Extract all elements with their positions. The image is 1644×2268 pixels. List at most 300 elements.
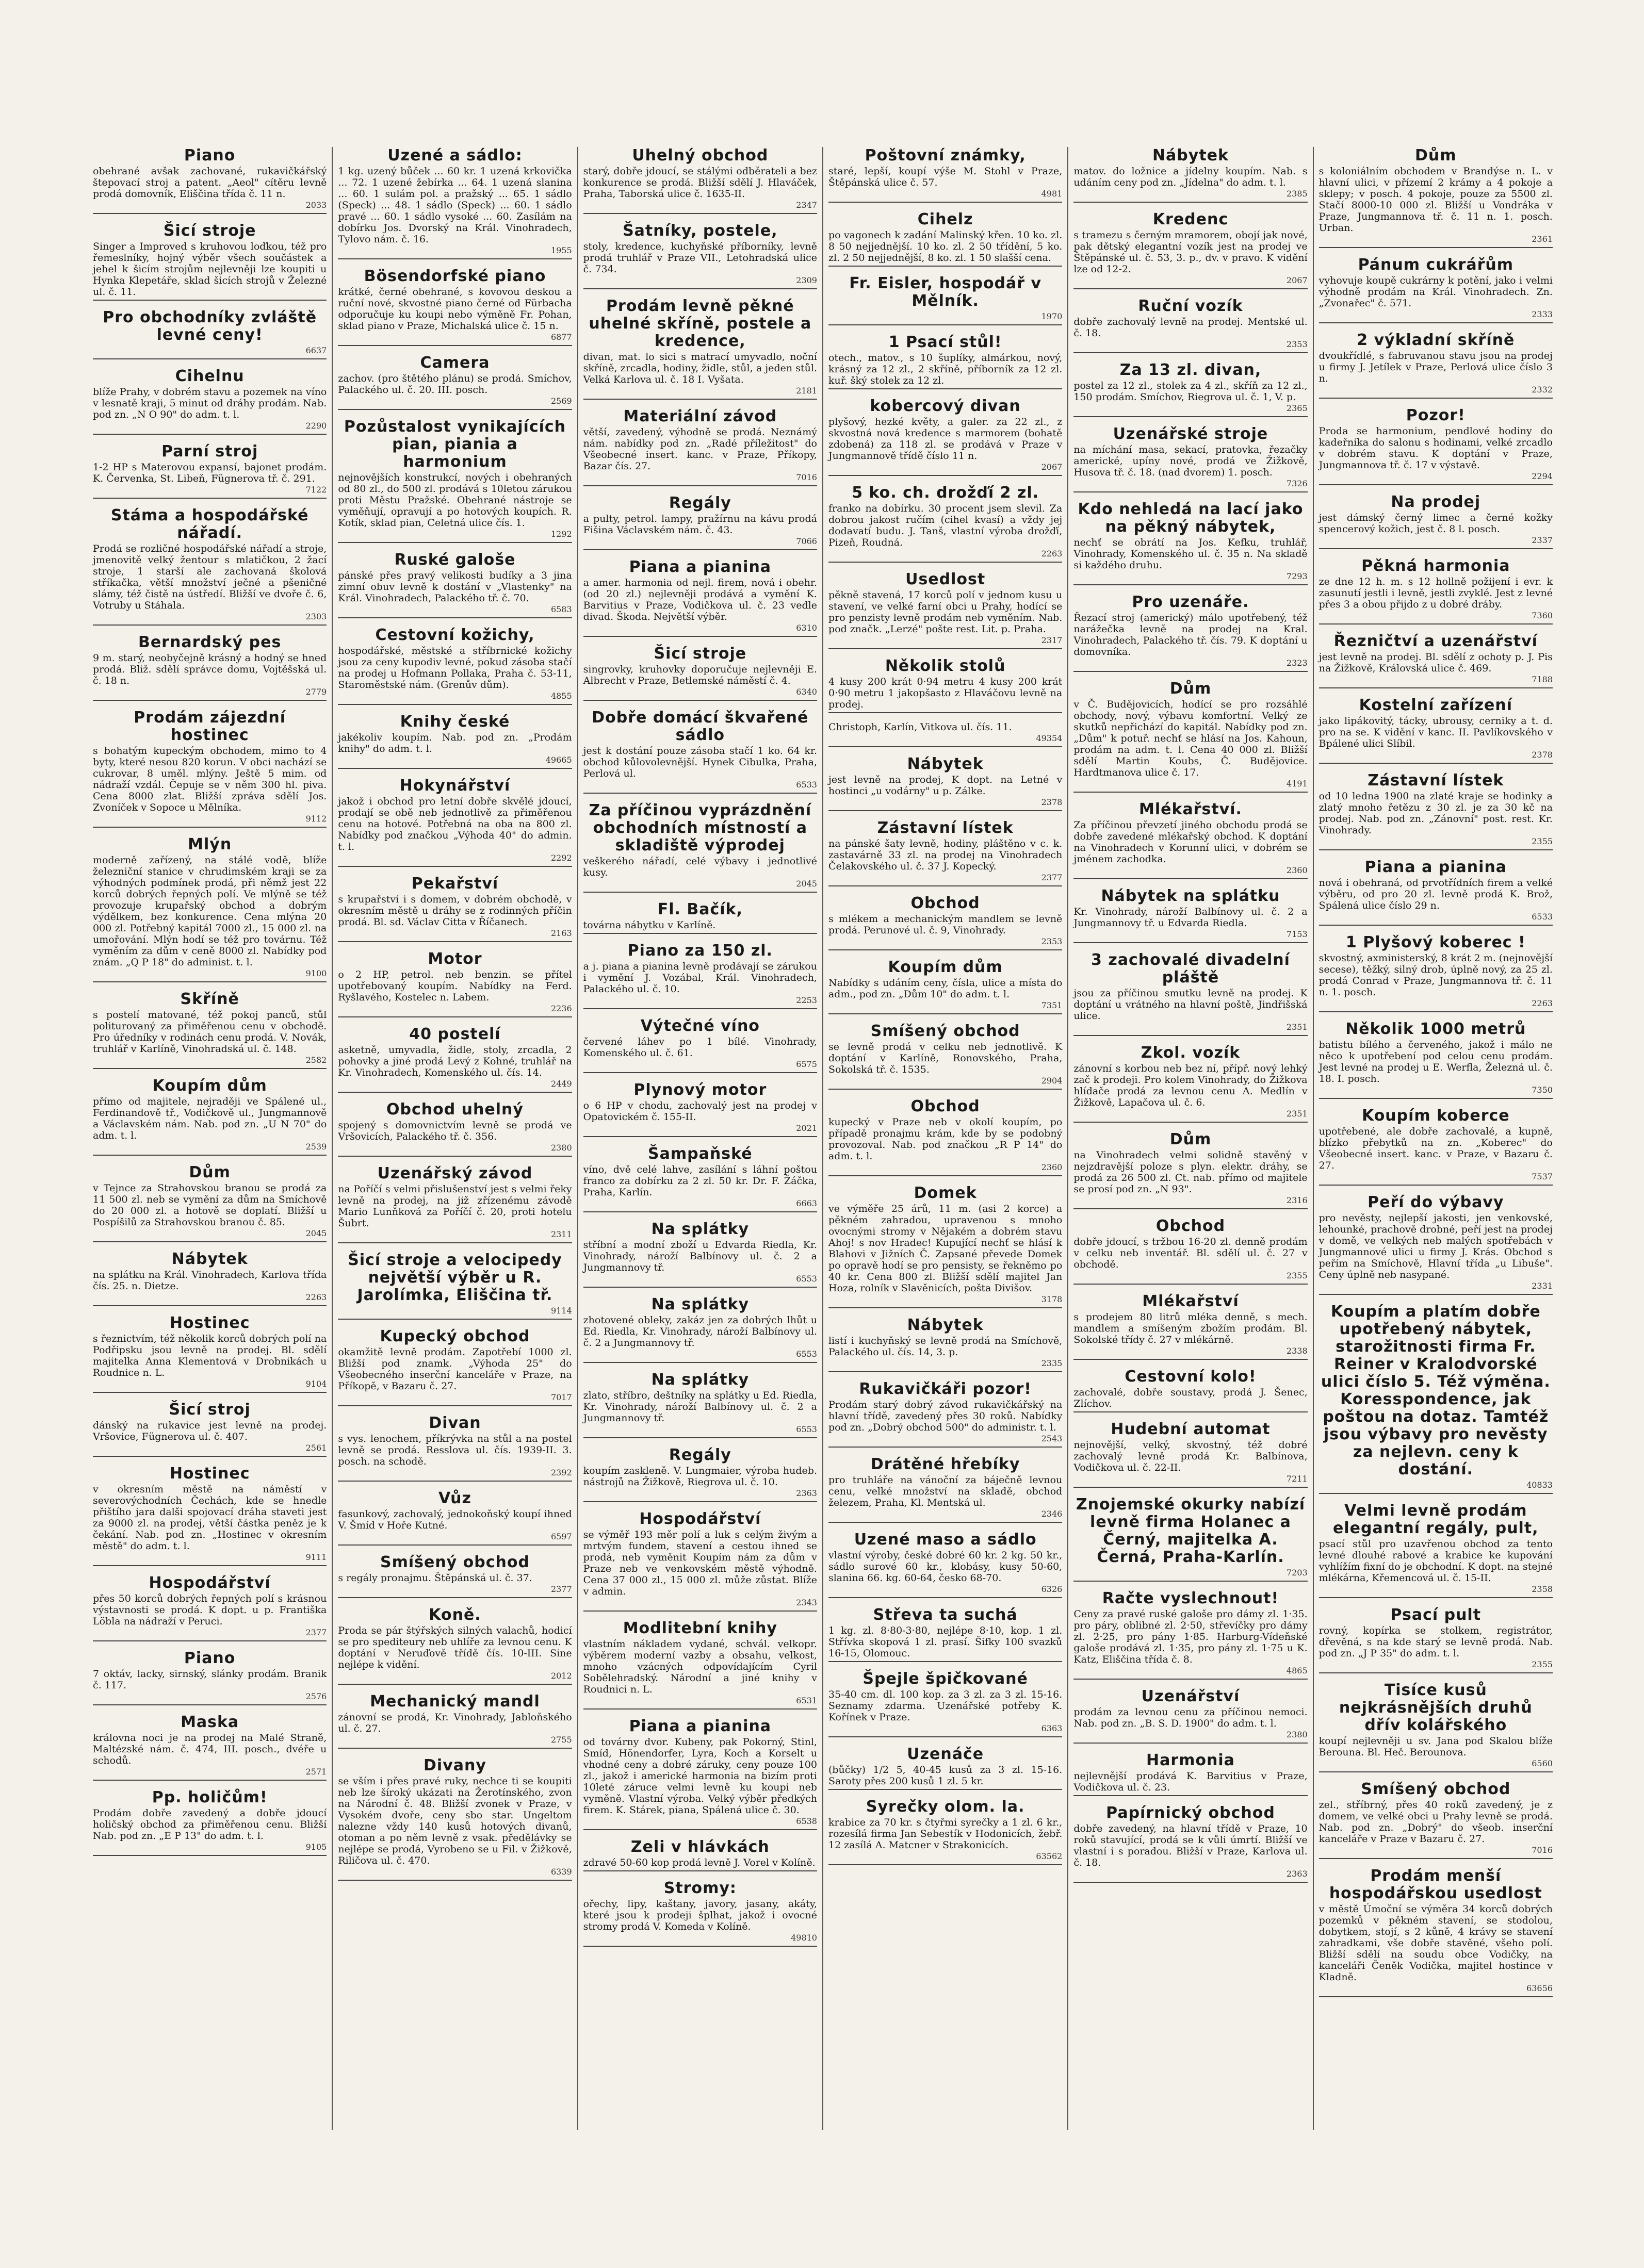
classified-ad xyxy=(583,1447,817,1507)
classified-ad xyxy=(93,1574,327,1647)
ad-body: vlastním nákladem vydané, schvál. velkopr. výběrem moderní vazby a obsahu, velkost, mnoho vzácných odpovídajícím Cyril Sobělehradský. Národní a jiné knihy v Roudnici n. L. xyxy=(583,1638,817,1695)
column-4 xyxy=(823,147,1068,2130)
ad-body: Prodá se rozličné hospodářské nářadí a stroje, jmenovitě velký žentour s mlatičkou, 2 žací stroje, 1 starší ale zachovaná školová stříkačka, větší množství ječné a pšeničné slámy, též čistě na ústředí. Bližší ve dvoře č. 6, Votruby u Stáhala. xyxy=(93,543,327,611)
classified-ad xyxy=(338,1554,572,1603)
ad-body: větší, zavedený, výhodně se prodá. Neznámý nám. nabídky pod zn. „Radé příležitost" do Všeobecné insert. kanc. v Praze, Příkopy, Bazar čís. 27. xyxy=(583,426,817,472)
classified-ad xyxy=(93,1714,327,1786)
ad-divider xyxy=(338,1880,572,1881)
ad-heading: Koupím koberce xyxy=(1361,1107,1510,1125)
ad-divider xyxy=(93,1565,327,1566)
ad-heading: Drátěné hřebíky xyxy=(870,1455,1020,1473)
ad-divider xyxy=(1073,202,1307,203)
ad-divider xyxy=(1073,491,1307,492)
classified-ad xyxy=(1073,1218,1307,1290)
ad-heading: Za příčinou vyprázdnění obchodních místností a skladiště výprodej xyxy=(589,801,812,854)
ad-body: Prodám starý dobrý závod rukavičkářský na hlavní třídě, zavedený přes 30 roků. Nabídky pod zn. „Dobrý obchod 500" do administr. t. l. xyxy=(828,1399,1063,1433)
ad-divider xyxy=(338,1405,572,1406)
classified-ad xyxy=(93,222,327,306)
classified-ad xyxy=(93,1401,327,1462)
ad-reference-number: 2335 xyxy=(1041,1358,1063,1368)
ad-body: veškerého nářadí, celé výbavy i jednotlivé kusy. xyxy=(583,856,817,878)
classified-ad xyxy=(583,1880,817,1952)
ad-heading: Nábytek xyxy=(171,1250,248,1268)
ad-divider xyxy=(93,1704,327,1705)
ad-divider xyxy=(828,1089,1062,1090)
ad-body: jako lipákovitý, tácky, ubrousy, cerniky a t. d. pro na se. K vidění v kanc. II. Pavlíkovského v Bpálené ulici Slíbil. xyxy=(1319,715,1553,749)
ad-divider xyxy=(1073,1411,1307,1412)
classified-ad xyxy=(338,1252,572,1325)
classified-ad xyxy=(338,1026,572,1098)
ad-heading: Dobře domácí škvařené sádlo xyxy=(592,709,809,744)
ad-heading: Piana a pianina xyxy=(629,558,772,576)
classified-ad xyxy=(1073,298,1307,358)
ad-divider xyxy=(1073,1122,1307,1123)
ad-heading: Koupím dům xyxy=(888,958,1003,976)
ad-body: plyšový, hezké květy, a galer. za 22 zl., z skvostná nová kredence s marmorem (bohatě zdobená) za 118 zl. se prodává v Praze v Jungmannově třídě číslo 11 n. xyxy=(828,416,1063,462)
ad-divider xyxy=(338,768,572,769)
ad-divider xyxy=(338,941,572,942)
ad-reference-number: 6363 xyxy=(1041,1723,1063,1733)
ad-heading: Zeli v hlávkách xyxy=(630,1838,770,1856)
classified-ad xyxy=(338,1757,572,1886)
ad-reference-number: 2360 xyxy=(1041,1162,1063,1172)
ad-divider xyxy=(1319,687,1553,688)
ad-reference-number: 7122 xyxy=(305,485,327,495)
classified-ad xyxy=(338,875,572,947)
ad-reference-number: 4981 xyxy=(1041,189,1063,199)
ad-heading: 40 postelí xyxy=(409,1025,501,1043)
ad-body: přes 50 korců dobrých řepných polí s krásnou výstavnosti se prodá. K dopt. u p. Františka Löbla na nádraží v Peruci. xyxy=(93,1593,327,1627)
classified-ad xyxy=(1319,1606,1553,1679)
ad-reference-number: 7016 xyxy=(1532,1845,1553,1855)
classified-ad xyxy=(583,1296,817,1368)
ad-body: nejlevnější prodává K. Barvitius v Praze, Vodičkova ul. č. 23. xyxy=(1073,1770,1308,1793)
ad-reference-number: 2347 xyxy=(796,200,817,210)
ad-heading: Peří do výbavy xyxy=(1368,1193,1504,1211)
classified-ad xyxy=(583,645,817,706)
ad-divider xyxy=(1073,416,1307,417)
ad-divider xyxy=(93,700,327,701)
ad-divider xyxy=(583,1362,817,1363)
ad-divider xyxy=(338,1092,572,1093)
ad-divider xyxy=(828,266,1062,267)
column-6 xyxy=(1314,147,1558,2130)
classified-ad xyxy=(338,1415,572,1487)
ad-heading: Pekařství xyxy=(411,875,499,893)
classified-ad xyxy=(1073,1044,1307,1128)
ad-reference-number: 1292 xyxy=(550,529,572,539)
ad-divider xyxy=(1073,1581,1307,1582)
ad-divider xyxy=(93,300,327,301)
classified-ad xyxy=(1073,1368,1307,1418)
ad-heading: Výtečné víno xyxy=(640,1017,760,1035)
ad-divider xyxy=(828,475,1062,476)
ad-body: pro truhláře na vánoční za báječně levnou cenu, velké množství na skladě, obchod železem, Praha, Kl. Mentská ul. xyxy=(828,1474,1063,1508)
ad-divider xyxy=(828,1175,1062,1176)
classified-ad xyxy=(1319,697,1553,769)
ad-body: prodám za levnou cenu za příčinou nemoci. Nab. pod zn. „B. S. D. 1900" do adm. t. l. xyxy=(1073,1706,1308,1729)
classified-ad xyxy=(1073,1421,1307,1493)
classified-ad xyxy=(583,1017,817,1078)
ad-reference-number: 2033 xyxy=(305,200,327,210)
ad-divider xyxy=(1073,671,1307,672)
classified-ad xyxy=(1073,1688,1307,1749)
ad-heading: Divan xyxy=(429,1414,481,1432)
ad-divider xyxy=(1073,878,1307,879)
ad-body: Ceny za pravé ruské galoše pro dámy zl. 1·35. pro páry, oblibné zl. 2·50, střevíčky pro dámy zl. 2·25, pro pány 1·85. Harburg-Vídeňské galoše prodává zl. 1·35, pro pány zl. 1·75 u K. Katz, Eliščina třída č. 8. xyxy=(1073,1608,1308,1665)
classified-ad xyxy=(93,1314,327,1398)
ad-heading: Plynový motor xyxy=(633,1081,767,1099)
ad-body: a j. piana a pianina levně prodávají se zárukou i vymění J. Vozábal, Král. Vinohradech, Palackého ul. č. 10. xyxy=(583,961,817,995)
ad-divider xyxy=(338,704,572,705)
ad-divider xyxy=(583,288,817,289)
ad-heading: Motor xyxy=(428,950,482,968)
ad-reference-number: 2067 xyxy=(1286,275,1308,285)
ad-heading: Modlitební knihy xyxy=(623,1619,777,1637)
ad-divider xyxy=(1319,247,1553,248)
ad-body: singrovky, kruhovky doporučuje nejlevněji E. Albrecht v Praze, Betlemské náměstí č. 4. xyxy=(583,664,817,686)
ad-heading: Fl. Bačík, xyxy=(657,900,743,918)
ad-heading: Camera xyxy=(420,354,490,372)
ad-reference-number: 2543 xyxy=(1041,1434,1063,1443)
ad-reference-number: 2569 xyxy=(550,396,572,406)
ad-body: ořechy, lipy, kaštany, javory, jasany, akáty, které jsou k prodeji šplhat, jakož i ovocné stromy prodá V. Komeda v Kolíně. xyxy=(583,1898,817,1932)
ad-heading: Šicí stroje xyxy=(163,222,256,240)
ad-reference-number: 2392 xyxy=(550,1468,572,1477)
ad-heading: 1 Psací stůl! xyxy=(888,333,1002,351)
ad-divider xyxy=(1073,1035,1307,1036)
classified-ad xyxy=(583,558,817,642)
ad-body: krabice za 70 kr. s čtyřmi syrečky a 1 zl. 6 kr., rozesílá firma Jan Sebestík v Hodonicích, žebř. 12 zasílá A. Matcner v Strakonicích. xyxy=(828,1817,1063,1851)
ad-reference-number: 2378 xyxy=(1532,750,1553,760)
ad-heading: Zástavní lístek xyxy=(1368,771,1504,790)
classified-ad xyxy=(828,571,1062,654)
ad-heading: Hudební automat xyxy=(1111,1420,1271,1438)
ad-heading: Pro obchodníky zvláště levné ceny! xyxy=(103,308,317,344)
ad-heading: Piana a pianina xyxy=(629,1717,772,1735)
classified-ad xyxy=(1319,1303,1553,1499)
ad-body: s postelí matované, též pokoj panců, stůl politurovaný za přiměřenou cenu v obchodě. Pro úředníky v rodinách cenu prodá. V. Novák, truhlář v Karlíně, Vinohradská ul. č. 148. xyxy=(93,1009,327,1055)
ad-divider xyxy=(1319,484,1553,485)
ad-body: staré, lepší, koupí výše M. Stohl v Praze, Štěpánská ulice č. 57. xyxy=(828,166,1063,188)
ad-divider xyxy=(828,562,1062,563)
ad-heading: Hokynářství xyxy=(399,777,511,795)
classified-ad xyxy=(93,147,327,219)
ad-reference-number: 2045 xyxy=(796,879,817,889)
ad-divider xyxy=(1319,925,1553,926)
ad-body: listí i kuchyňský se levně prodá na Smíchově, Palackého ul. čís. 14, 3. p. xyxy=(828,1335,1063,1358)
ad-reference-number: 2067 xyxy=(1041,462,1063,472)
ad-body: na Vinohradech velmi solidně stavěný v nejzdravější poloze s plyn. elektr. dráhy, se prodá za 26 500 zl. Ct. nab. přímo od majitele se prosí pod zn. „N 93". xyxy=(1073,1149,1308,1195)
ad-heading: Koupím dům xyxy=(152,1077,267,1095)
ad-reference-number: 9114 xyxy=(550,1306,572,1316)
ad-body: o 6 HP v chodu, zachovalý jest na prodej v Opatovickém č. 155-II. xyxy=(583,1100,817,1123)
classified-ad xyxy=(583,1838,817,1877)
ad-divider xyxy=(1073,792,1307,793)
ad-body: na Poříčí s velmi přislušenství jest s velmi řeky levně na prodej, na již zřízenému závodě Mario Lunňková za Poříčí č. 20, proti hotelu Šubrt. xyxy=(338,1184,572,1229)
classified-ad xyxy=(583,1620,817,1715)
ad-reference-number: 2343 xyxy=(796,1598,817,1607)
ad-heading: Šampaňské xyxy=(648,1145,753,1163)
classified-ad xyxy=(583,709,817,799)
ad-reference-number: 7211 xyxy=(1286,1474,1308,1484)
ad-divider xyxy=(583,1946,817,1947)
ad-divider xyxy=(828,1447,1062,1448)
ad-body: v okresním městě na náměstí v severovýchodních Čechách, kde se hnedle přištího jara dalši spojovací dráha staveti jest za 9000 zl. na prodej, větší částka peněz je k čekání. Nab. pod zn. „Hostinec v okresním městě" do adm. t. l. xyxy=(93,1484,327,1552)
ad-divider xyxy=(93,1392,327,1393)
ad-body: stoly, kredence, kuchyňské příborníky, levně prodá truhlář v Praze VII., Letohradská ulice č. 734. xyxy=(583,241,817,275)
ad-heading: Usedlost xyxy=(905,570,986,588)
ad-reference-number: 2377 xyxy=(305,1628,327,1637)
ad-divider xyxy=(1319,1185,1553,1186)
ad-heading: Velmi levně prodám elegantní regály, pult, xyxy=(1333,1502,1539,1537)
ad-heading: Špejle špičkované xyxy=(862,1670,1028,1688)
ad-reference-number: 2323 xyxy=(1286,658,1308,668)
classified-ad xyxy=(338,1328,572,1411)
ad-body: dvoukřídlé, s fabruvanou stavu jsou na prodej u firmy J. Jetílek v Praze, Perlová ulice číslo 3 n. xyxy=(1319,350,1553,384)
ad-divider xyxy=(828,202,1062,203)
ad-reference-number: 6326 xyxy=(1041,1584,1063,1594)
ad-body: a pulty, petrol. lampy, pražírnu na kávu prodá Fišina Václavském nám. č. 43. xyxy=(583,513,817,536)
ad-divider xyxy=(828,949,1062,950)
ad-divider xyxy=(828,712,1062,713)
classified-ad xyxy=(1319,1021,1553,1104)
ad-reference-number: 7537 xyxy=(1532,1172,1553,1181)
ad-body: nejnovější, velký, skvostný, též dobré zachovalý levně prodá Kr. Balbínova, Vodičkova ul. č. 22-II. xyxy=(1073,1439,1308,1473)
ad-body: s vys. lenochem, příkrývka na stůl a na postel levně se prodá. Resslova ul. čís. 1939-II. 3. posch. na schodě. xyxy=(338,1433,572,1467)
ad-heading: Knihy české xyxy=(400,713,510,731)
ad-reference-number: 49810 xyxy=(791,1933,817,1943)
ad-body: zdravé 50-60 kop prodá levně J. Vorel v Kolíně. xyxy=(583,1857,816,1868)
ad-divider xyxy=(583,485,817,486)
ad-heading: Smíšený obchod xyxy=(870,1022,1020,1040)
ad-body: psací stůl pro uzavřenou obchod za tento levné dlouhé rabové a krabice ke kupování vyhlížím fixní do je obchodní. K dopt. na stejné mlékárna, Křemencová ul. č. 15-II. xyxy=(1319,1538,1553,1584)
classified-ad xyxy=(1073,1752,1307,1801)
ad-reference-number: 6597 xyxy=(550,1532,572,1541)
ad-heading: Parní stroj xyxy=(161,442,258,461)
ad-heading: Cestovní kožichy, xyxy=(375,626,535,644)
ad-heading: Pro uzenáře. xyxy=(1132,593,1249,611)
ad-divider xyxy=(338,866,572,867)
ad-body: zlato, stříbro, deštníky na splátky u Ed. Riedla, Kr. Vinohrady, nároží Balbínovy ul. č. 2 a Jungmannovy tř. xyxy=(583,1390,817,1424)
ad-body: na splátku na Král. Vinohradech, Karlova třída čís. 25. n. Dietze. xyxy=(93,1269,327,1292)
classified-ad xyxy=(1319,332,1553,404)
ad-body: zachov. (pro štětého plánu) se prodá. Smíchov, Palackého ul. č. 20. III. posch. xyxy=(338,373,572,396)
ad-body: skvostný, axministerský, 8 krát 2 m. (nejnovější secese), těžký, silný drob, úplně nový, za 25 zl. prodá Conrad v Praze, Jungmannova tř. č. 11 n. 1. posch. xyxy=(1319,952,1553,998)
ad-body: s prodejem 80 litrů mléka denně, s mech. mandlem a smíšeným zbožím prodám. Bl. Sokolské třídy č. 27 v mlékárně. xyxy=(1073,1311,1308,1345)
ad-heading: Maska xyxy=(181,1713,239,1731)
classified-ad xyxy=(338,1490,572,1551)
ad-reference-number: 7017 xyxy=(550,1392,572,1402)
ad-reference-number: 2294 xyxy=(1532,471,1553,481)
ad-heading: Dům xyxy=(1169,680,1212,698)
ad-heading: Uzenářství xyxy=(1141,1687,1240,1705)
ad-body: s regály pronajmu. Štěpánská ul. č. 37. xyxy=(338,1572,532,1584)
ad-body: 35-40 cm. dl. 100 kop. za 3 zl. za 3 zl. 15-16. Seznamy zdarma. Uzenářské potřeby K. Kořínek v Praze. xyxy=(828,1689,1063,1723)
ad-reference-number: 6877 xyxy=(550,332,572,342)
ad-body: pro nevěsty, nejlepší jakosti, jen venkovské, lehounké, prachově drobné, peří jest na prodej v domě, ve velkých neb malých spotřebách v Jungmannové ulici u firmy J. Krás. Obchod s peřím na Smíchově, Hlavní třída „u Libuše". Ceny úplně neb nasypané. xyxy=(1319,1212,1553,1280)
ad-reference-number: 2380 xyxy=(1286,1730,1308,1739)
ad-divider xyxy=(583,1008,817,1009)
classified-ad xyxy=(338,1606,572,1690)
ad-divider xyxy=(338,617,572,618)
ad-divider xyxy=(583,933,817,934)
classified-ad xyxy=(93,368,327,440)
ad-divider xyxy=(93,1780,327,1781)
ad-reference-number: 2263 xyxy=(1532,998,1553,1008)
column-1 xyxy=(88,147,333,2130)
ad-divider xyxy=(338,1597,572,1598)
ad-divider xyxy=(583,1708,817,1710)
ad-divider xyxy=(1319,1098,1553,1099)
ad-heading: Nábytek xyxy=(907,1316,984,1334)
ad-heading: Kupecký obchod xyxy=(380,1327,530,1345)
ad-heading: Cestovní kolo! xyxy=(1125,1368,1257,1386)
ad-divider xyxy=(1319,322,1553,323)
classified-ad xyxy=(1319,256,1553,328)
ad-body: přímo od majitele, nejraději ve Spálené ul., Ferdinandově tř., Vodičkově ul., Jungmannově a Václavském nám. Nab. pod zn. „U N 70" do adm. t. l. xyxy=(93,1096,327,1141)
ad-reference-number: 2378 xyxy=(1041,797,1063,807)
ad-divider xyxy=(583,1829,817,1830)
classified-ad xyxy=(828,1185,1062,1313)
ad-body: Christoph, Karlín, Vitkova ul. čís. 11. xyxy=(828,721,1012,733)
ad-heading: Na splátky xyxy=(651,1371,750,1389)
ad-body: pánské přes pravý velikosti budíky a 3 jina zimní obuv levně k dostání v „Vlastenky" na Král. Vinohradech, Palackého tř. č. 70. xyxy=(338,570,572,604)
ad-body: matov. do ložnice a jídelny koupím. Nab. s udáním ceny pod zn. „Jídelna" do adm. t. l. xyxy=(1073,166,1308,188)
ad-reference-number: 2332 xyxy=(1532,385,1553,395)
classified-ad xyxy=(338,551,572,623)
ad-divider xyxy=(338,542,572,543)
ad-divider xyxy=(1073,352,1307,353)
ad-divider xyxy=(338,1016,572,1017)
classified-ad xyxy=(583,1371,817,1443)
classified-ad xyxy=(93,507,327,631)
classified-ad xyxy=(1319,147,1553,253)
ad-divider xyxy=(1319,623,1553,624)
ad-heading: Rukavičkáři pozor! xyxy=(859,1380,1032,1398)
ad-body: asketně, umyvadla, židle, stoly, zrcadla, 2 pohovky a jiné prodá Levý z Kohné, truhlář na Kr. Vinohradech, Komenského ul. čís. 14. xyxy=(338,1044,572,1078)
ad-heading: Kredenc xyxy=(1152,210,1229,228)
ad-reference-number: 2333 xyxy=(1532,309,1553,319)
ad-divider xyxy=(1319,763,1553,764)
classified-ad xyxy=(828,398,1062,481)
ad-reference-number: 6533 xyxy=(796,780,817,790)
ad-body: dobře zachovalý levně na prodej. Mentské ul. č. 18. xyxy=(1073,316,1308,339)
ad-reference-number: 6533 xyxy=(1532,912,1553,922)
ad-reference-number: 6538 xyxy=(796,1816,817,1826)
ad-body: otech., matov., s 10 šuplíky, almárkou, nový, krásný za 12 zl., 2 skříně, příborník za 12 zl. kuř. šký stolek za 12 zl. xyxy=(828,352,1063,386)
classified-ad xyxy=(338,1693,572,1754)
classified-ad xyxy=(338,1165,572,1248)
classified-ad xyxy=(1319,633,1553,694)
ad-heading: Pánum cukrářům xyxy=(1358,256,1513,274)
ad-body: vlastní výroby, české dobré 60 kr. 2 kg. 50 kr., sádlo surové 60 kr., klobásy, kusy 50-60, slanina 66. kg. 60-64, česko 68-70. xyxy=(828,1550,1063,1584)
ad-heading: Šicí stroje xyxy=(654,645,747,663)
ad-heading: Nábytek na splátku xyxy=(1101,887,1280,905)
ad-divider xyxy=(828,1736,1062,1737)
ad-body: dobře jdoucí, s tržbou 16-20 zl. denně prodám v celku neb inventář. Bl. sdělí ul. č. 27 v obchodě. xyxy=(1073,1236,1308,1270)
ad-divider xyxy=(338,1156,572,1157)
ad-divider xyxy=(828,1371,1062,1372)
ad-reference-number: 2351 xyxy=(1286,1109,1308,1119)
ad-divider xyxy=(1319,548,1553,549)
ad-heading: Hostinec xyxy=(169,1465,250,1483)
ad-body: dobře zavedený, na hlavní třídě v Praze, 10 roků stavující, prodá se k vůli úmrtí. Bližší ve vlastní i s poradou. Bližší v Praze, Karlova ul. č. 18. xyxy=(1073,1823,1308,1868)
ad-body: zachovalé, dobře soustavy, prodá J. Šenec, Zlíchov. xyxy=(1073,1387,1308,1409)
ad-divider xyxy=(338,409,572,410)
classified-ad xyxy=(828,484,1062,568)
ad-heading: Obchod xyxy=(910,1097,980,1115)
classified-ad xyxy=(583,1510,817,1617)
ad-divider xyxy=(93,1305,327,1306)
classified-ad xyxy=(583,802,817,898)
ad-body: pěkně stavená, 17 korců polí v jednom kusu u stavení, ve velké farní obci u Prahy, hodící se pro penzisty levně prodám neb vyměním. Nab. pod značk. „Lerzé" pošte rest. Lit. p. Praha. xyxy=(828,589,1063,635)
ad-heading: Střeva ta suchá xyxy=(873,1606,1018,1624)
ad-body: (bůčky) 1/2 5, 40-45 kusů za 3 zl. 15-16. Saroty přes 200 kusů 1 zl. 5 kr. xyxy=(828,1764,1063,1787)
ad-reference-number: 6340 xyxy=(796,687,817,697)
ad-divider xyxy=(93,213,327,214)
ad-body: červené láhev po 1 bílé. Vinohrady, Komenského ul. č. 61. xyxy=(583,1036,817,1059)
ad-heading: Smíšený obchod xyxy=(380,1553,530,1571)
ad-reference-number: 7293 xyxy=(1286,571,1308,581)
ad-reference-number: 2181 xyxy=(796,386,817,396)
ad-heading: Zástavní lístek xyxy=(877,819,1014,837)
ad-body: starý, dobře jdoucí, se stálými odběrateli a bez konkurence se prodá. Bližší sdělí J. Hlaváček, Praha, Taborská ulice č. 1635-II. xyxy=(583,166,817,200)
ad-divider xyxy=(1319,1858,1553,1859)
ad-divider xyxy=(338,258,572,259)
ad-reference-number: 2012 xyxy=(550,1671,572,1681)
ad-heading: Dům xyxy=(1169,1130,1212,1148)
classified-ad xyxy=(1319,934,1553,1017)
classified-ad xyxy=(583,901,817,939)
ad-reference-number: 2337 xyxy=(1532,535,1553,545)
classified-ad xyxy=(828,755,1062,816)
ad-reference-number: 6531 xyxy=(796,1696,817,1705)
ad-reference-number: 2311 xyxy=(550,1229,572,1239)
classified-ad xyxy=(1073,147,1307,208)
ad-divider xyxy=(93,434,327,435)
ad-heading: 1 Plyšový koberec ! xyxy=(1345,933,1526,951)
ad-divider xyxy=(1073,1882,1307,1883)
ad-reference-number: 2380 xyxy=(550,1143,572,1153)
ad-reference-number: 7350 xyxy=(1532,1085,1553,1095)
classified-ad xyxy=(1073,1590,1307,1685)
classified-ad xyxy=(828,1606,1062,1667)
ad-reference-number: 6553 xyxy=(796,1274,817,1284)
classified-ad xyxy=(93,1789,327,1861)
ad-heading: Ruční vozík xyxy=(1138,297,1243,315)
ad-body: fasunkový, zachovalý, jednokoňský koupí ihned V. Šmíd v Hoře Kutné. xyxy=(338,1508,572,1531)
ad-body: s řeznictvím, též několik korců dobrých polí na Podřipsku jsou levně na prodej. Bl. sdělí majitelka Anna Klementová v Drobnikách u Roudnice n. L. xyxy=(93,1333,327,1378)
classified-ad xyxy=(1319,859,1553,931)
ad-reference-number: 2346 xyxy=(1041,1509,1063,1519)
ad-body: nechť se obrátí na Jos. Kefku, truhlář, Vinohrady, Komenského ul. č. 35 n. Na skladě si každého druhu. xyxy=(1073,537,1308,571)
ad-heading: Prodám levně pěkné uhelné skříně, postele a kredence, xyxy=(589,297,812,350)
classified-ad xyxy=(1073,425,1307,498)
ad-body: upotřebené, ale dobře zachovalé, a kupně, blízko přebytků na zn. „Koberec" do Všeobecné insert. kanc. v Praze, v Bazaru č. 27. xyxy=(1319,1126,1553,1171)
ad-body: o 2 HP, petrol. neb benzin. se přítel upotřebovaný koupím. Nabídky na Ferd. Ryšlavého, Kostelec n. Labem. xyxy=(338,969,572,1003)
ad-heading: Bösendorfské piano xyxy=(364,267,546,285)
ad-body: Prodám dobře zavedený a dobře jdoucí holičský obchod za přiměřenou cenu. Bližší Nab. pod zn. „E P 13" do adm. t. l. xyxy=(93,1807,327,1842)
ad-reference-number: 6339 xyxy=(550,1867,572,1877)
ad-body: a amer. harmonia od nejl. firem, nová i obehr. (od 20 zl.) nejlevněji prodává a vymění K. Barvitius v Praze, Vodičkova ul. č. 23 vedle divad. Škoda. Největší výběr. xyxy=(583,577,817,622)
ad-reference-number: 2331 xyxy=(1532,1281,1553,1291)
ad-heading: Piana a pianina xyxy=(1364,858,1507,876)
ad-body: 4 kusy 200 krát 0·94 metru 4 kusy 200 krát 0·90 metru 1 jakopšasto z Hlaváčovu levně na prodej. xyxy=(828,676,1063,710)
classified-ad xyxy=(338,950,572,1023)
classified-ad xyxy=(338,268,572,351)
classified-ad xyxy=(1319,557,1553,630)
